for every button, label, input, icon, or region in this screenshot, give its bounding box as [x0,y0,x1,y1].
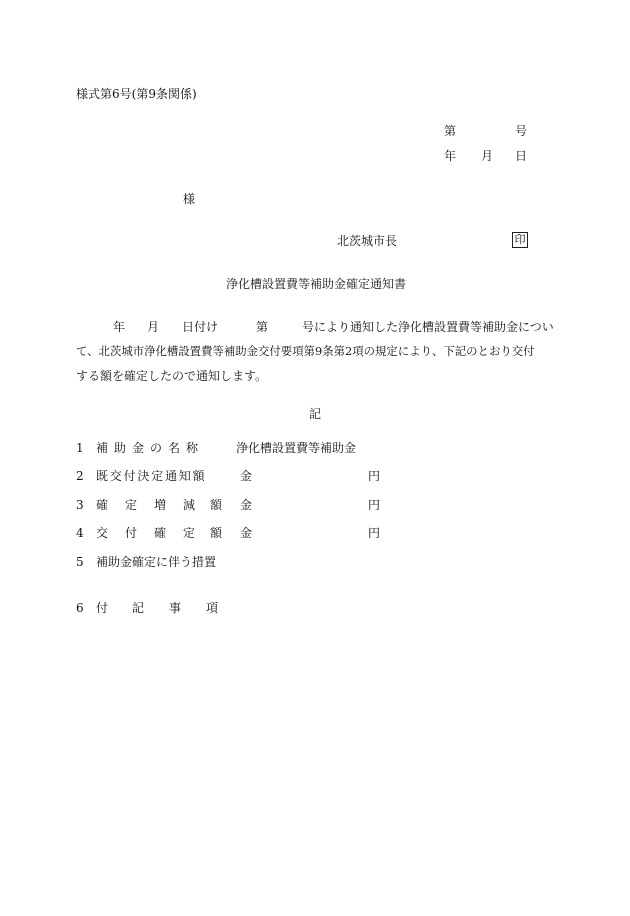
item-label-char: 助 [114,441,127,455]
date-year: 年 [444,149,457,163]
item-kin: 金 [240,526,253,540]
ki-heading: 記 [309,407,322,421]
item-label-char: 記 [132,601,145,615]
item-number: 3 [76,498,84,512]
document-title: 浄化槽設置費等補助金確定通知書 [226,277,407,291]
item-label-char: 項 [206,601,219,615]
date-month: 月 [481,149,494,163]
item-number: 4 [76,526,84,540]
item-value: 浄化槽設置費等補助金 [236,441,357,455]
intro-number-prefix: 第 [256,320,269,334]
item-label-char: 減 [183,498,196,512]
item-subsidy-name [76,442,376,456]
item-label: 既交付決定通知額 [96,469,207,483]
item-label-char: 事 [169,601,182,615]
item-label-char: 金 [132,441,145,455]
item-kin: 金 [240,498,253,512]
item-yen: 円 [368,498,381,512]
item-label-char: 増 [154,498,167,512]
intro-month: 月 [147,320,160,334]
item-label-char: 額 [210,498,223,512]
item-number: 6 [76,601,84,615]
item-kin: 金 [240,469,253,483]
intro-text-1: 号により通知した浄化槽設置費等補助金につい [302,320,554,334]
addressee-suffix: 様 [183,192,196,206]
item-number: 2 [76,469,84,483]
item-label-char: 付 [96,601,109,615]
intro-year: 年 [113,320,126,334]
item-label-char: 交 [96,526,109,540]
form-label: 様式第6号(第9条関係) [76,87,197,101]
item-label: 補助金確定に伴う措置 [96,555,217,569]
item-yen: 円 [368,469,381,483]
number-suffix: 号 [515,124,528,138]
item-label-char: 補 [96,441,109,455]
intro-text-3: する額を確定したので通知します。 [76,369,268,383]
item-measures [76,556,376,570]
item-number: 5 [76,555,84,569]
item-label-char: 額 [210,526,223,540]
item-number: 1 [76,441,84,455]
item-label-char: 名 [168,441,181,455]
item-label-char: の [150,441,163,455]
number-prefix: 第 [444,124,457,138]
item-final-amount [76,527,396,541]
item-label-char: 定 [183,526,196,540]
intro-text-2: て、北茨城市浄化槽設置費等補助金交付要項第9条第2項の規定により、下記のとおり交付 [76,344,535,358]
item-label-char: 付 [125,526,138,540]
item-label-char: 定 [125,498,138,512]
intro-day-dated: 日付け [182,320,219,334]
item-remarks [76,602,376,616]
item-label-char: 確 [154,526,167,540]
item-yen: 円 [368,526,381,540]
date-day: 日 [515,149,528,163]
item-prior-amount [76,470,396,484]
seal-mark: 印 [512,232,528,248]
item-label-char: 称 [186,441,199,455]
item-adjustment-amount [76,499,396,513]
issuer-name: 北茨城市長 [337,234,398,248]
item-label-char: 確 [96,498,109,512]
